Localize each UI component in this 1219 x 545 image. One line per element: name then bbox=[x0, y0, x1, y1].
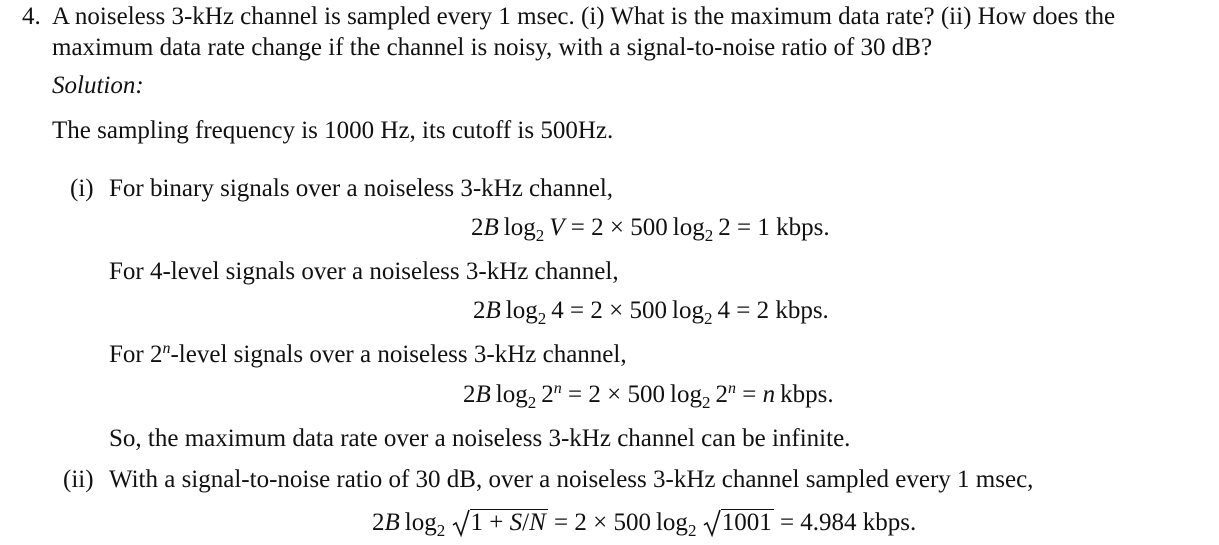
equation-two-n-level: 2B $\log_2 2^n = 2 \times 500$ $\log_2 2^n = n$ kbps. bbox=[463, 380, 834, 412]
part-i-label: (i) bbox=[70, 175, 94, 202]
sampling-statement: The sampling frequency is 1000 Hz, its cutoff is 500Hz. bbox=[52, 117, 614, 144]
four-level-signals-text: For 4-level signals over a noiseless 3-kHz channel, bbox=[109, 258, 619, 285]
binary-signals-text: For binary signals over a noiseless 3-kHz channel, bbox=[109, 175, 614, 202]
solution-label: Solution: bbox=[52, 72, 144, 99]
part-ii-label: (ii) bbox=[63, 466, 94, 493]
question-number: 4. bbox=[22, 3, 41, 30]
question-text-line-2: maximum data rate change if the channel is noisy, with a signal-to-noise ratio of 30 dB? bbox=[52, 34, 933, 61]
conclusion-infinite-text: So, the maximum data rate over a noiseless 3-kHz channel can be infinite. bbox=[109, 425, 851, 452]
radical-sign-icon bbox=[703, 508, 721, 538]
equation-binary: 2B $\log_2 V = 2 \times 500$ $\log_2 2 = 1$ kbps. bbox=[471, 214, 830, 245]
question-text-line-1: A noiseless 3-kHz channel is sampled every 1 msec. (i) What is the maximum data rate? (ii) How does the bbox=[52, 3, 1116, 30]
equation-four-level: 2B $\log_2 4 = 2 \times 500$ $\log_2 4 = 2$ kbps. bbox=[473, 297, 829, 328]
square-root-snr: 1 + S/N bbox=[452, 508, 548, 538]
square-root-1001: 1001 bbox=[703, 508, 774, 538]
two-n-level-signals-text: For 2$^n$-level signals over a noiseless 3-kHz channel, bbox=[109, 340, 627, 368]
noisy-channel-text: With a signal-to-noise ratio of 30 dB, over a noiseless 3-kHz channel sampled every 1 msec, bbox=[109, 466, 1034, 493]
radical-sign-icon bbox=[452, 508, 470, 538]
equation-shannon: 2B $\log_2$ 1 + S/N = 2 × 500 $\log_2$ 1001 = 4.984 kbps. bbox=[372, 509, 917, 540]
